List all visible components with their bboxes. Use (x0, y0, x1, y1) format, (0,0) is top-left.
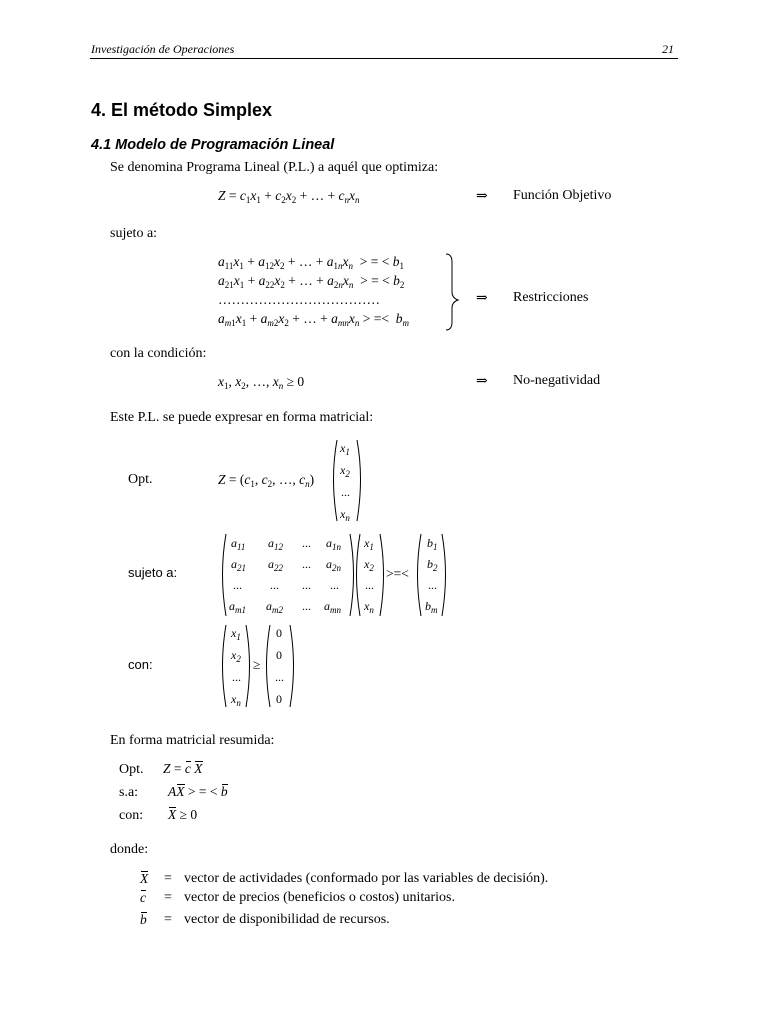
paren-right (290, 625, 294, 707)
paren-left (267, 625, 271, 707)
constraints-label: Restricciones (513, 290, 589, 305)
opt-expression: $Z = (c_1$, $c_2$, …, $c_n$) (218, 472, 315, 489)
intro-text: Se denomina Programa Lineal (P.L.) a aquél que optimiza: (110, 160, 439, 175)
def-eq: = (164, 871, 172, 886)
paren-right (380, 534, 384, 616)
def-symbol-x: X (140, 871, 149, 886)
def-eq: = (164, 912, 172, 927)
non-negativity-expr: $x_1$, $x_2$, …, $x_n \ge 0$ (218, 374, 305, 391)
paren-left (223, 534, 227, 616)
paren-right (442, 534, 446, 616)
section-title: 4. El método Simplex (91, 100, 273, 120)
paren-left (334, 440, 338, 521)
def-text-b: vector de disponibilidad de recursos. (184, 912, 390, 927)
constraint-row-2: $a_{21}x_1 + a_{22}x_2$ + … + $a_{2n}x_n$ > = < $b_2$ (218, 273, 405, 290)
constraints-brace (446, 254, 458, 330)
paren-left (418, 534, 422, 616)
paren-left (357, 534, 361, 616)
condition-text: con la condición: (110, 346, 207, 361)
def-text-c: vector de precios (beneficios o costos) unitarios. (184, 890, 455, 905)
summary-opt-expr: Z = c X (163, 761, 203, 776)
subject-label: sujeto a: (128, 565, 178, 580)
def-text-x: vector de actividades (conformado por las variables de decisión). (184, 871, 549, 886)
def-symbol-c: c (140, 890, 146, 905)
summary-opt-label: Opt. (119, 762, 144, 777)
summary-sa-label: s.a: (119, 785, 139, 800)
opt-label: Opt. (128, 472, 153, 487)
implies-icon: ⇒ (476, 374, 488, 389)
paren-left (223, 625, 227, 707)
implies-icon: ⇒ (476, 291, 488, 306)
paren-right (246, 625, 250, 707)
def-symbol-b: b (140, 912, 147, 927)
x-vector-entry: ... (341, 485, 350, 499)
x-vector-entry: $x_1$ (340, 441, 350, 457)
paren-right (357, 440, 361, 521)
con-label: con: (128, 657, 153, 672)
implies-icon: ⇒ (476, 189, 488, 204)
subject-to-text: sujeto a: (110, 226, 158, 241)
summary-con-expr: X ≥ 0 (168, 807, 198, 822)
page-number: 21 (662, 42, 674, 56)
def-eq: = (164, 890, 172, 905)
running-title: Investigación de Operaciones (91, 42, 235, 56)
subsection-title: 4.1 Modelo de Programación Lineal (91, 137, 335, 153)
objective-label: Función Objetivo (513, 188, 612, 203)
x-vector-entry: $x_2$ (340, 463, 350, 479)
matrix-intro-text: Este P.L. se puede expresar en forma matricial: (110, 410, 374, 425)
summary-sa-expr: AX > = < b (168, 784, 228, 799)
constraint-dots: ……………………………… (218, 292, 380, 307)
summary-con-label: con: (119, 808, 144, 823)
where-text: donde: (110, 842, 149, 857)
non-negativity-label: No-negatividad (513, 373, 601, 388)
geq-symbol: ≥ (253, 657, 261, 672)
summary-intro-text: En forma matricial resumida: (110, 733, 275, 748)
constraint-row-1: $a_{11}x_1 + a_{12}x_2$ + … + $a_{1n}x_n$ > = < $b_1$ (218, 254, 404, 271)
paren-right (350, 534, 354, 616)
objective-function: $Z = c_1x_1 + c_2x_2$ + … + $c_nx_n$ (218, 188, 360, 205)
relation-symbols: >=< (386, 566, 409, 581)
constraint-row-m: $a_{m1}x_1 + a_{m2}x_2$ + … + $a_{mn}x_n$ > =< $b_m$ (218, 311, 409, 328)
x-vector-entry: $x_n$ (340, 507, 350, 523)
